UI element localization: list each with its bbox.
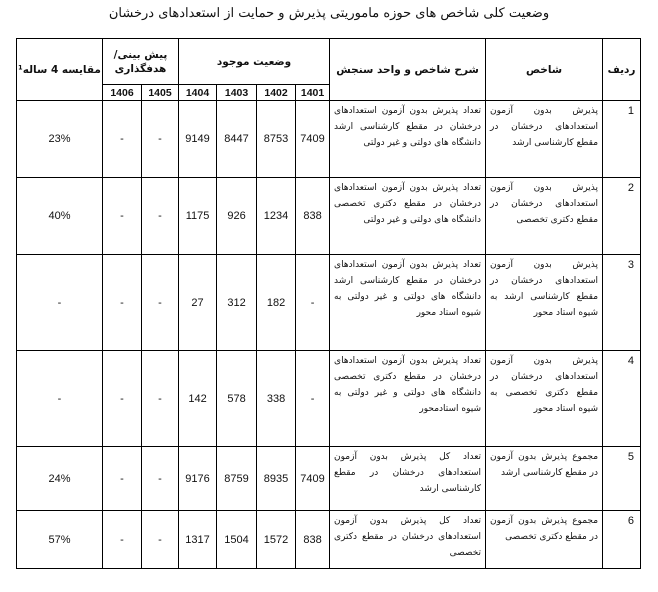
indicator-cell: پذیرش بدون آزمون استعدادهای درخشان در مقطع کارشناسی ارشد به شیوه استاد محور xyxy=(486,255,603,351)
table-row xyxy=(17,447,641,511)
value-cell: 1234 xyxy=(257,178,296,255)
table-row xyxy=(17,351,641,447)
row-number: 1 xyxy=(603,101,641,178)
table-row xyxy=(17,511,641,569)
value-cell: - xyxy=(103,255,142,351)
value-cell: 338 xyxy=(257,351,296,447)
comparison-cell: - xyxy=(17,351,103,447)
row-number: 6 xyxy=(603,511,641,569)
header-comparison: مقایسه 4 ساله¹ xyxy=(17,39,103,101)
row-number: 2 xyxy=(603,178,641,255)
value-cell: - xyxy=(142,511,179,569)
value-cell: 578 xyxy=(217,351,257,447)
value-cell: - xyxy=(142,101,179,178)
value-cell: 1572 xyxy=(257,511,296,569)
year-header: 1406 xyxy=(103,85,142,101)
value-cell: 8759 xyxy=(217,447,257,511)
value-cell: - xyxy=(103,351,142,447)
description-cell: تعداد پذیرش بدون آزمون استعدادهای درخشان در مقطع دکتری تخصصی دانشگاه های دولتی و غیر دولتی xyxy=(330,178,486,255)
description-cell: تعداد پذیرش بدون آزمون استعدادهای درخشان در مقطع کارشناسی ارشد دانشگاه های دولتی و غیر دولتی به شیوه استاد محور xyxy=(330,255,486,351)
description-cell: تعداد کل پذیرش بدون آزمون استعدادهای درخشان در مقطع دکتری تخصصی xyxy=(330,511,486,569)
value-cell: - xyxy=(103,511,142,569)
row-number: 5 xyxy=(603,447,641,511)
comparison-cell: 57% xyxy=(17,511,103,569)
table-row xyxy=(17,101,641,178)
value-cell: 1175 xyxy=(179,178,217,255)
value-cell: 142 xyxy=(179,351,217,447)
value-cell: 838 xyxy=(296,178,330,255)
table-row xyxy=(17,255,641,351)
comparison-cell: 24% xyxy=(17,447,103,511)
indicator-cell: پذیرش بدون آزمون استعدادهای درخشان در مقطع دکتری تخصصی xyxy=(486,178,603,255)
value-cell: - xyxy=(142,351,179,447)
year-header: 1401 xyxy=(296,85,330,101)
year-header: 1404 xyxy=(179,85,217,101)
value-cell: - xyxy=(142,178,179,255)
description-cell: تعداد کل پذیرش بدون آزمون استعدادهای درخشان در مقطع کارشناسی ارشد xyxy=(330,447,486,511)
indicator-cell: پذیرش بدون آزمون استعدادهای درخشان در مقطع دکتری تخصصی به شیوه استاد محور xyxy=(486,351,603,447)
value-cell: 8935 xyxy=(257,447,296,511)
indicator-cell: پذیرش بدون آزمون استعدادهای درخشان در مقطع کارشناسی ارشد xyxy=(486,101,603,178)
comparison-cell: 23% xyxy=(17,101,103,178)
indicator-cell: مجموع پذیرش بدون آزمون در مقطع دکتری تخصصی xyxy=(486,511,603,569)
value-cell: 1317 xyxy=(179,511,217,569)
description-cell: تعداد پذیرش بدون آزمون استعدادهای درخشان در مقطع کارشناسی ارشد دانشگاه های دولتی و غیر دولتی xyxy=(330,101,486,178)
value-cell: 182 xyxy=(257,255,296,351)
value-cell: 8447 xyxy=(217,101,257,178)
row-number: 4 xyxy=(603,351,641,447)
table-row xyxy=(17,178,641,255)
header-current-status: وضعیت موجود xyxy=(179,39,330,85)
value-cell: - xyxy=(103,447,142,511)
value-cell: 7409 xyxy=(296,101,330,178)
value-cell: 312 xyxy=(217,255,257,351)
value-cell: - xyxy=(296,351,330,447)
value-cell: 8753 xyxy=(257,101,296,178)
value-cell: 9176 xyxy=(179,447,217,511)
year-header: 1402 xyxy=(257,85,296,101)
table-header xyxy=(17,39,641,101)
header-forecast: پیش بینی/ هدفگذاری xyxy=(103,39,179,85)
value-cell: 838 xyxy=(296,511,330,569)
value-cell: - xyxy=(142,255,179,351)
value-cell: - xyxy=(296,255,330,351)
comparison-cell: 40% xyxy=(17,178,103,255)
year-header: 1405 xyxy=(142,85,179,101)
header-description: شرح شاخص و واحد سنجش xyxy=(330,39,486,101)
value-cell: - xyxy=(142,447,179,511)
value-cell: - xyxy=(103,101,142,178)
value-cell: - xyxy=(103,178,142,255)
value-cell: 7409 xyxy=(296,447,330,511)
page-title: وضعیت کلی شاخص های حوزه ماموریتی پذیرش و حمایت از استعدادهای درخشان xyxy=(108,6,550,21)
indicator-cell: مجموع پذیرش بدون آزمون در مقطع کارشناسی ارشد xyxy=(486,447,603,511)
row-number: 3 xyxy=(603,255,641,351)
header-indicator: شاخص xyxy=(486,39,603,101)
comparison-cell: - xyxy=(17,255,103,351)
value-cell: 1504 xyxy=(217,511,257,569)
header-row-number: ردیف xyxy=(603,39,641,101)
indicators-table xyxy=(16,38,641,569)
year-header: 1403 xyxy=(217,85,257,101)
description-cell: تعداد پذیرش بدون آزمون استعدادهای درخشان در مقطع دکتری تخصصی دانشگاه های دولتی و غیر دولتی به شیوه استادمحور xyxy=(330,351,486,447)
value-cell: 9149 xyxy=(179,101,217,178)
value-cell: 926 xyxy=(217,178,257,255)
value-cell: 27 xyxy=(179,255,217,351)
